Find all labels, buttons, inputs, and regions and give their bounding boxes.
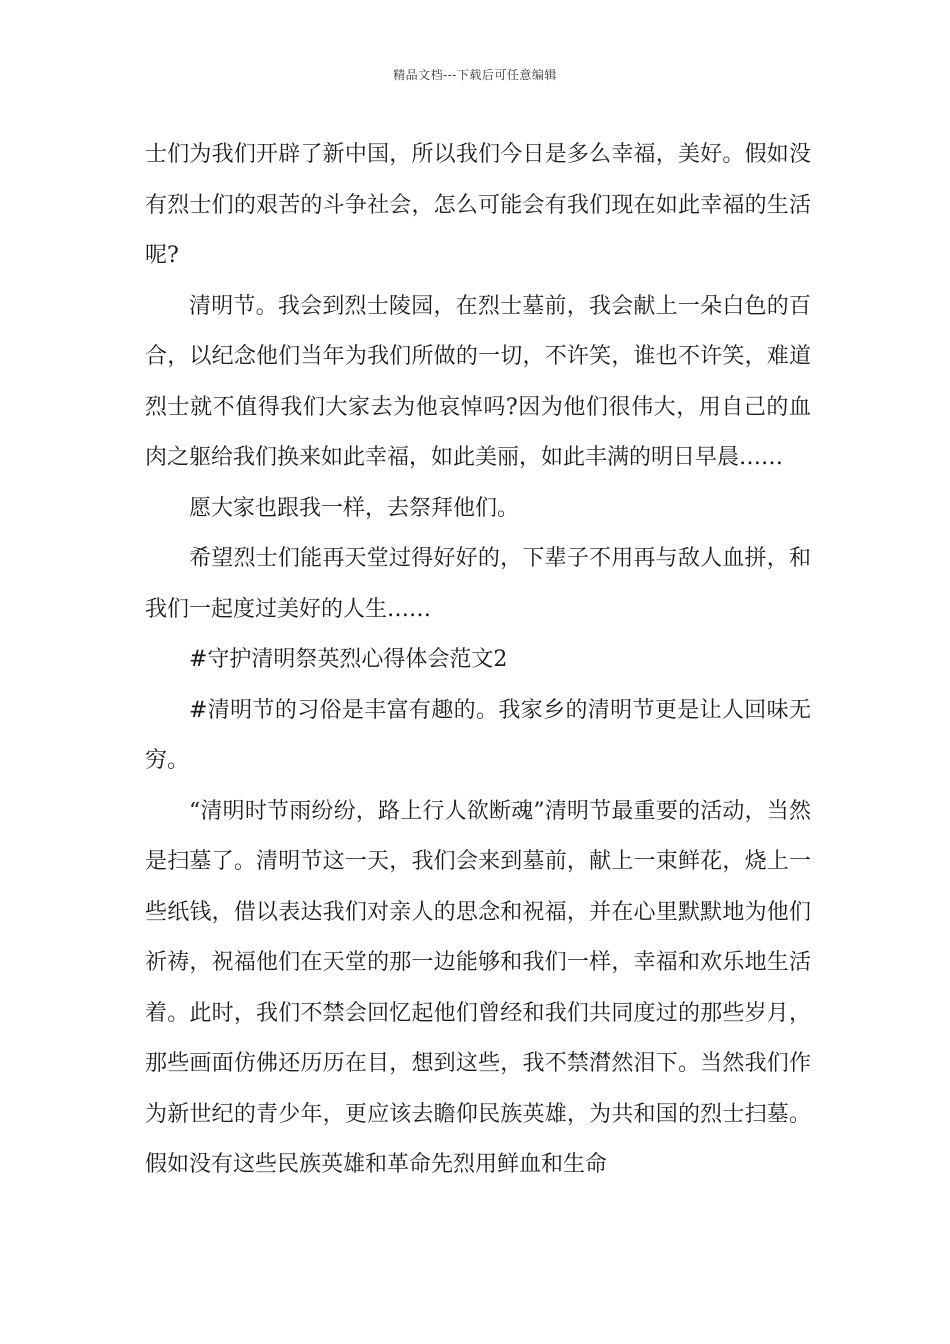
paragraph: 愿大家也跟我一样，去祭拜他们。 [189,495,520,521]
document-body [145,130,811,1191]
paragraph: 士们为我们开辟了新中国，所以我们今日是多么幸福，美好。假如没有烈士们的艰苦的斗争社会，怎么可能会有我们现在如此幸福的生活呢? [145,142,811,268]
section-heading: #守护清明祭英烈心得体会范文2 [189,647,508,672]
paragraph: “清明时节雨纷纷，路上行人欲断魂”清明节最重要的活动，当然是扫墓了。清明节这一天，我们会来到墓前，献上一束鲜花，烧上一些纸钱，借以表达我们对亲人的思念和祝福，并在心里默默地为他们祈祷，祝福他们在天堂的那一边能够和我们一样，幸福和欢乐地生活着。此时，我们不禁会回忆起他们曾经和我们共同度过的那些岁月，那些画面仿佛还历历在目，想到这些，我不禁潸然泪下。当然我们作为新世纪的青少年，更应该去瞻仰民族英雄，为共和国的烈士扫墓。假如没有这些民族英雄和革命先烈用鲜血和生命 [145,798,811,1177]
paragraph: #清明节的习俗是丰富有趣的。我家乡的清明节更是让人回味无穷。 [145,697,811,773]
paragraph: 希望烈士们能再天堂过得好好的，下辈子不用再与敌人血拼，和我们一起度过美好的人生…… [145,546,811,622]
page-header: 精品文档---下载后可任意编辑 [393,68,557,82]
paragraph: 清明节。我会到烈士陵园，在烈士墓前，我会献上一朵白色的百合，以纪念他们当年为我们所做的一切，不许笑，谁也不许笑，难道烈士就不值得我们大家去为他哀悼吗?因为他们很伟大，用自己的血肉之躯给我们换来如此幸福，如此美丽，如此丰满的明日早晨…… [145,293,811,470]
